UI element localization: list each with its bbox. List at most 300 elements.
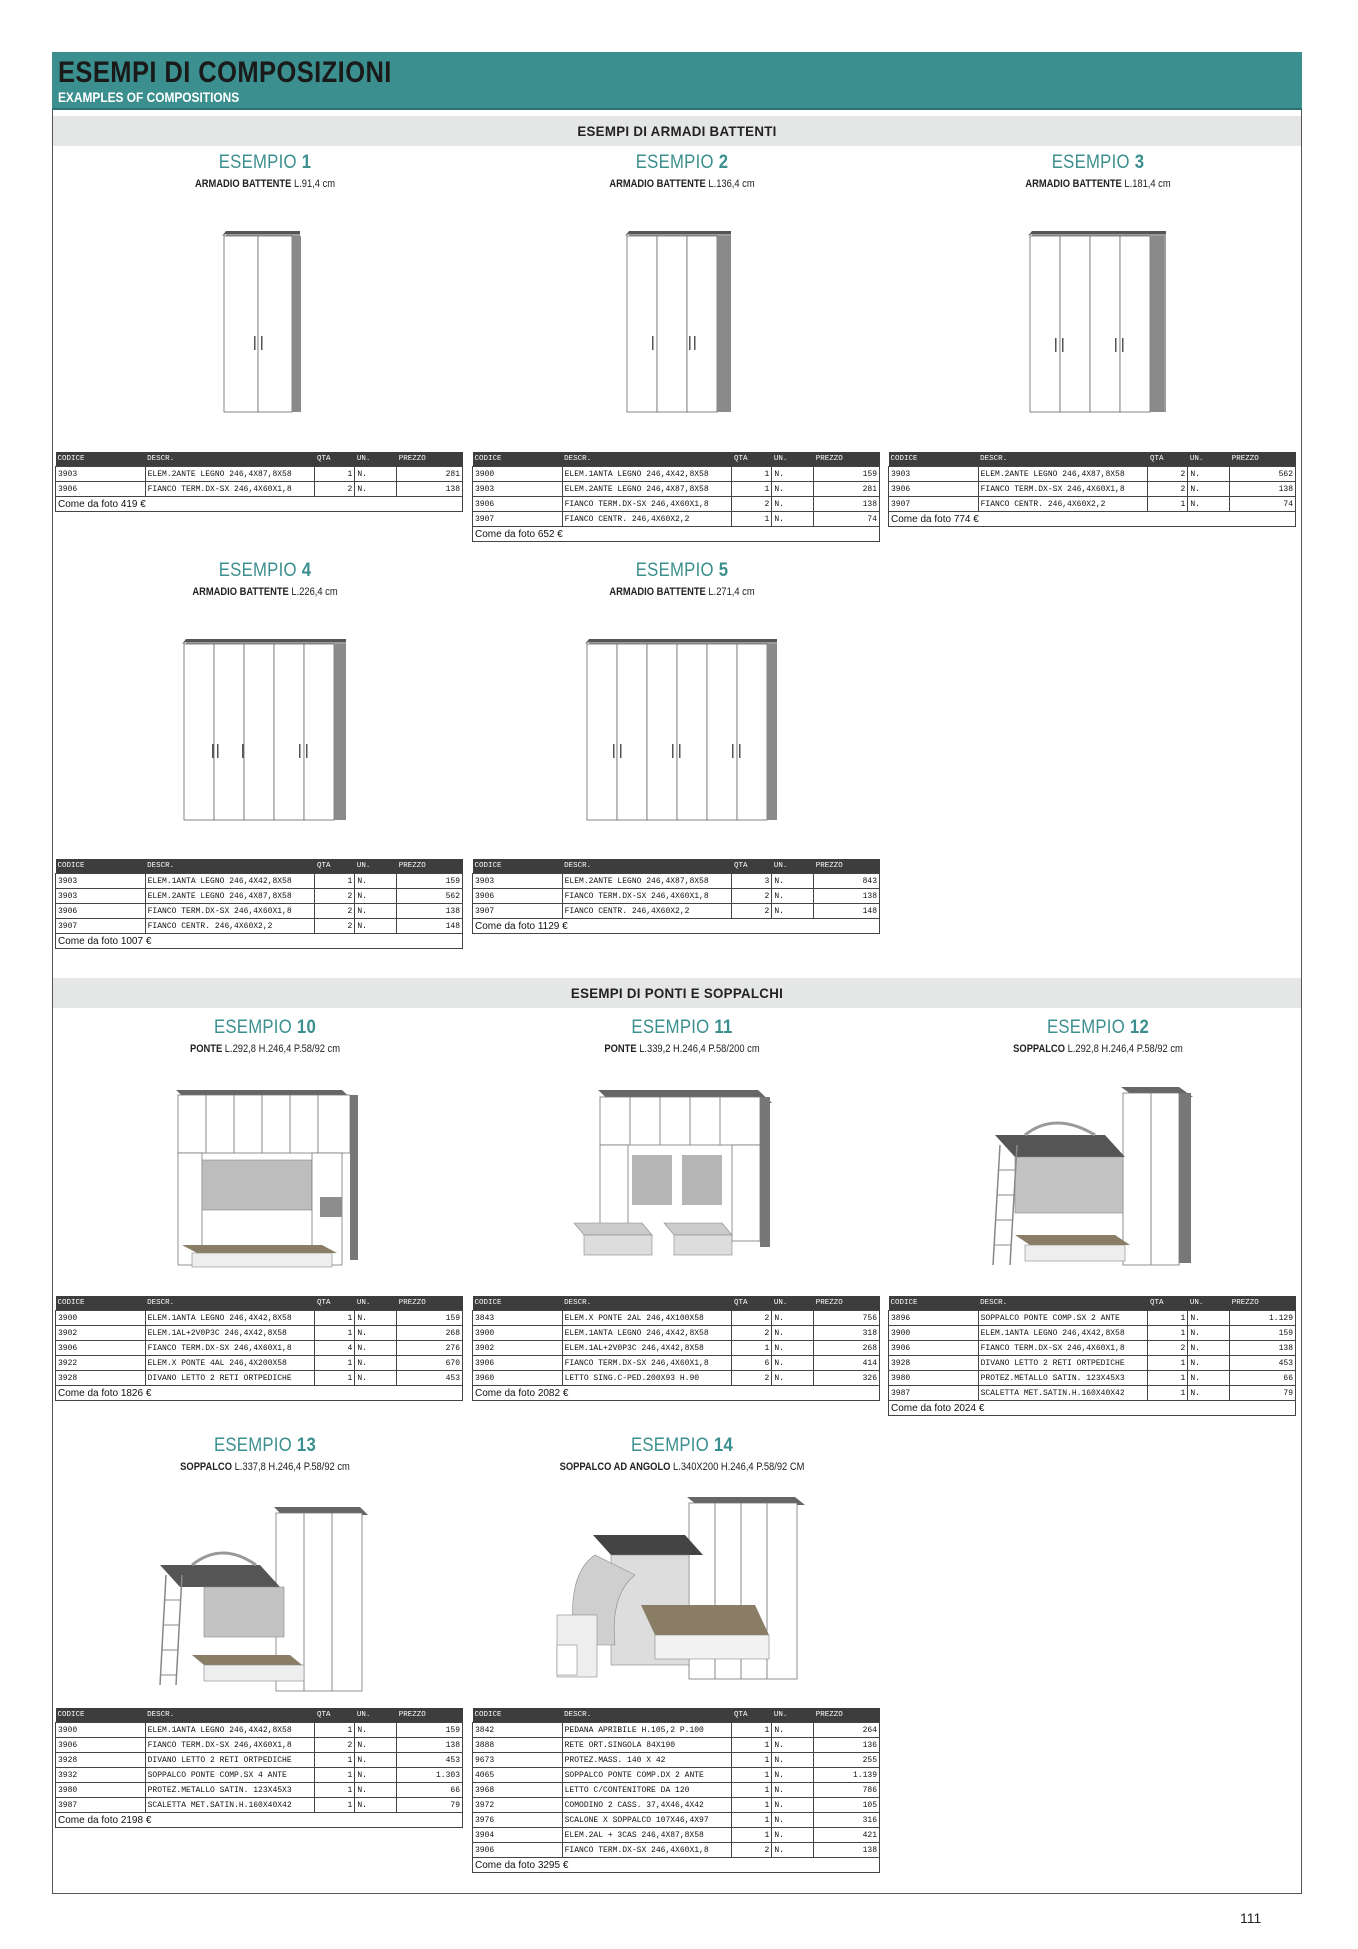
page-title: ESEMPI DI COMPOSIZIONI — [58, 56, 392, 89]
descr-cell: SOPPALCO PONTE COMP.DX 2 ANTE — [562, 1768, 732, 1783]
descr-cell: ELEM.2ANTE LEGNO 246,4X87,8X58 — [562, 482, 732, 497]
price-cell: 138 — [1230, 1341, 1296, 1356]
unit-cell: N. — [772, 1843, 814, 1858]
code-cell: 3906 — [56, 1341, 146, 1356]
price-cell: 138 — [814, 1843, 880, 1858]
qty-cell: 1 — [315, 467, 355, 482]
price-cell: 562 — [397, 889, 463, 904]
unit-cell: N. — [772, 1738, 814, 1753]
price-cell: 756 — [814, 1311, 880, 1326]
section-bar-wardrobes — [53, 116, 1301, 146]
price-cell: 421 — [814, 1828, 880, 1843]
descr-cell: PROTEZ.METALLO SATIN. 123X45X3 — [145, 1783, 315, 1798]
qty-cell: 1 — [1148, 1311, 1188, 1326]
qty-cell: 1 — [732, 1753, 772, 1768]
unit-cell: N. — [772, 1326, 814, 1341]
loft-illustration — [152, 1505, 372, 1695]
unit-cell: N. — [1188, 497, 1230, 512]
code-cell: 3960 — [473, 1371, 563, 1386]
unit-cell: N. — [772, 1356, 814, 1371]
table-row — [473, 1326, 880, 1341]
code-cell: 3903 — [56, 874, 146, 889]
price-cell: 268 — [397, 1326, 463, 1341]
descr-cell: ELEM.X PONTE 2AL 246,4X100X58 — [562, 1311, 732, 1326]
qty-cell: 2 — [1148, 482, 1188, 497]
descr-cell: PROTEZ.MASS. 140 X 42 — [562, 1753, 732, 1768]
descr-cell: FIANCO CENTR. 246,4X60X2,2 — [562, 904, 732, 919]
table-row — [56, 1371, 463, 1386]
qty-cell: 1 — [315, 1768, 355, 1783]
qty-cell: 1 — [1148, 1386, 1188, 1401]
unit-cell: N. — [772, 467, 814, 482]
table-row — [889, 1311, 1296, 1326]
price-cell: 414 — [814, 1356, 880, 1371]
qty-cell: 2 — [732, 1843, 772, 1858]
descr-cell: ELEM.1ANTA LEGNO 246,4X42,8X58 — [145, 1311, 315, 1326]
example-subtitle: ARMADIO BATTENTE L.136,4 cm — [609, 178, 755, 190]
code-cell: 3906 — [889, 1341, 979, 1356]
descr-cell: ELEM.2ANTE LEGNO 246,4X87,8X58 — [145, 467, 315, 482]
qty-cell: 1 — [1148, 497, 1188, 512]
section-title: ESEMPI DI ARMADI BATTENTI — [577, 123, 777, 139]
descr-cell: FIANCO TERM.DX-SX 246,4X60X1,8 — [145, 1738, 315, 1753]
section-bar-bridges — [53, 978, 1301, 1008]
descr-cell: ELEM.2ANTE LEGNO 246,4X87,8X58 — [978, 467, 1148, 482]
unit-cell: N. — [772, 1828, 814, 1843]
descr-cell: FIANCO TERM.DX-SX 246,4X60X1,8 — [978, 482, 1148, 497]
unit-cell: N. — [772, 874, 814, 889]
qty-cell: 1 — [315, 1371, 355, 1386]
descr-cell: ELEM.1ANTA LEGNO 246,4X42,8X58 — [978, 1326, 1148, 1341]
table-row — [889, 497, 1296, 512]
table-row — [56, 1311, 463, 1326]
price-cell: 1.303 — [397, 1768, 463, 1783]
code-cell: 3928 — [56, 1371, 146, 1386]
descr-cell: FIANCO CENTR. 246,4X60X2,2 — [978, 497, 1148, 512]
code-cell: 3896 — [889, 1311, 979, 1326]
descr-cell: COMODINO 2 CASS. 37,4X46,4X42 — [562, 1798, 732, 1813]
table-row — [56, 874, 463, 889]
descr-cell: ELEM.2ANTE LEGNO 246,4X87,8X58 — [562, 874, 732, 889]
total-price: Come da foto 2198 € — [56, 1813, 463, 1828]
descr-cell: FIANCO TERM.DX-SX 246,4X60X1,8 — [978, 1341, 1148, 1356]
price-cell: 255 — [814, 1753, 880, 1768]
descr-cell: SCALONE X SOPPALCO 107X46,4X97 — [562, 1813, 732, 1828]
descr-cell: FIANCO TERM.DX-SX 246,4X60X1,8 — [145, 1341, 315, 1356]
code-cell: 3903 — [889, 467, 979, 482]
unit-cell: N. — [1188, 1356, 1230, 1371]
descr-cell: ELEM.1AL+2V0P3C 246,4X42,8X58 — [145, 1326, 315, 1341]
table-row — [889, 482, 1296, 497]
qty-cell: 2 — [315, 482, 355, 497]
unit-cell: N. — [355, 1768, 397, 1783]
example-title: ESEMPIO 10 — [213, 1017, 317, 1038]
parts-table: CODICE DESCR. QTA UN. PREZZO 3843 ELEM.X PONTE 2AL 246,4X100X58 2 N. 756 3900 ELEM.1ANTA LEGNO 246,4X42,8X58 2 N. 318 3902 ELEM.1AL+2V0P3C 246,4X42,8X58 1 N. 268 3906 FIANCO TERM.DX-SX 246,4X60X1,8 6 N. 414 3960 LETTO SING.C-PED.200X93 H.90 2 N. 326 Come da foto 2082 € — [472, 1296, 880, 1401]
code-cell: 3903 — [56, 467, 146, 482]
price-cell: 148 — [397, 919, 463, 934]
table-row — [473, 1798, 880, 1813]
table-row — [889, 1341, 1296, 1356]
unit-cell: N. — [355, 482, 397, 497]
total-price: Come da foto 419 € — [56, 497, 463, 512]
table-row — [473, 889, 880, 904]
price-cell: 159 — [814, 467, 880, 482]
qty-cell: 2 — [315, 889, 355, 904]
code-cell: 3907 — [56, 919, 146, 934]
code-cell: 3987 — [56, 1798, 146, 1813]
price-cell: 318 — [814, 1326, 880, 1341]
code-cell: 4065 — [473, 1768, 563, 1783]
table-row — [56, 1326, 463, 1341]
qty-cell: 1 — [732, 512, 772, 527]
qty-cell: 2 — [732, 904, 772, 919]
code-cell: 3906 — [56, 904, 146, 919]
table-row — [473, 1843, 880, 1858]
price-cell: 453 — [397, 1753, 463, 1768]
qty-cell: 1 — [315, 1326, 355, 1341]
unit-cell: N. — [355, 1311, 397, 1326]
descr-cell: FIANCO TERM.DX-SX 246,4X60X1,8 — [145, 482, 315, 497]
price-cell: 159 — [1230, 1326, 1296, 1341]
total-price: Come da foto 1007 € — [56, 934, 463, 949]
unit-cell: N. — [355, 889, 397, 904]
table-row — [889, 467, 1296, 482]
descr-cell: SCALETTA MET.SATIN.H.160X40X42 — [978, 1386, 1148, 1401]
unit-cell: N. — [355, 1798, 397, 1813]
unit-cell: N. — [355, 919, 397, 934]
table-row — [56, 1783, 463, 1798]
unit-cell: N. — [1188, 1326, 1230, 1341]
price-cell: 453 — [1230, 1356, 1296, 1371]
table-row — [473, 1783, 880, 1798]
example-subtitle: SOPPALCO L.292,8 H.246,4 P.58/92 cm — [1013, 1043, 1183, 1055]
qty-cell: 1 — [732, 1768, 772, 1783]
corner-loft-illustration — [555, 1495, 811, 1695]
unit-cell: N. — [355, 1783, 397, 1798]
table-row — [56, 919, 463, 934]
price-cell: 138 — [397, 482, 463, 497]
unit-cell: N. — [355, 1326, 397, 1341]
qty-cell: 2 — [732, 497, 772, 512]
price-cell: 138 — [814, 889, 880, 904]
price-cell: 79 — [397, 1798, 463, 1813]
code-cell: 3900 — [56, 1311, 146, 1326]
table-row — [56, 904, 463, 919]
total-price: Come da foto 2082 € — [473, 1386, 880, 1401]
example-subtitle: PONTE L.339,2 H.246,4 P.58/200 cm — [604, 1043, 760, 1055]
descr-cell: FIANCO CENTR. 246,4X60X2,2 — [562, 512, 732, 527]
example-title: ESEMPIO 2 — [635, 152, 729, 173]
code-cell: 3907 — [473, 904, 563, 919]
code-cell: 3980 — [889, 1371, 979, 1386]
unit-cell: N. — [1188, 1311, 1230, 1326]
code-cell: 3922 — [56, 1356, 146, 1371]
table-row — [473, 1311, 880, 1326]
code-cell: 3987 — [889, 1386, 979, 1401]
price-cell: 74 — [814, 512, 880, 527]
unit-cell: N. — [355, 904, 397, 919]
unit-cell: N. — [1188, 1371, 1230, 1386]
table-row — [473, 1768, 880, 1783]
code-cell: 3906 — [473, 1356, 563, 1371]
descr-cell: FIANCO TERM.DX-SX 246,4X60X1,8 — [562, 497, 732, 512]
total-price: Come da foto 2024 € — [889, 1401, 1296, 1416]
code-cell: 3907 — [889, 497, 979, 512]
unit-cell: N. — [772, 1798, 814, 1813]
unit-cell: N. — [1188, 482, 1230, 497]
unit-cell: N. — [1188, 1341, 1230, 1356]
example-title: ESEMPIO 1 — [218, 152, 312, 173]
price-cell: 74 — [1230, 497, 1296, 512]
code-cell: 3928 — [889, 1356, 979, 1371]
qty-cell: 2 — [732, 1371, 772, 1386]
unit-cell: N. — [772, 1753, 814, 1768]
price-cell: 66 — [1230, 1371, 1296, 1386]
table-row — [473, 1371, 880, 1386]
qty-cell: 1 — [732, 482, 772, 497]
wardrobe-illustration — [625, 228, 733, 414]
code-cell: 3906 — [889, 482, 979, 497]
code-cell: 3902 — [56, 1326, 146, 1341]
code-cell: 3843 — [473, 1311, 563, 1326]
price-cell: 79 — [1230, 1386, 1296, 1401]
unit-cell: N. — [772, 512, 814, 527]
code-cell: 3904 — [473, 1828, 563, 1843]
example-subtitle: ARMADIO BATTENTE L.91,4 cm — [194, 178, 336, 190]
qty-cell: 6 — [732, 1356, 772, 1371]
qty-cell: 2 — [732, 889, 772, 904]
price-cell: 136 — [814, 1738, 880, 1753]
code-cell: 3902 — [473, 1341, 563, 1356]
table-row — [473, 1828, 880, 1843]
example-subtitle: ARMADIO BATTENTE L.226,4 cm — [192, 586, 338, 598]
qty-cell: 4 — [315, 1341, 355, 1356]
qty-cell: 2 — [315, 904, 355, 919]
qty-cell: 2 — [1148, 467, 1188, 482]
page-number: 111 — [1240, 1910, 1262, 1926]
code-cell: 3903 — [473, 874, 563, 889]
descr-cell: FIANCO TERM.DX-SX 246,4X60X1,8 — [562, 1843, 732, 1858]
code-cell: 3906 — [473, 1843, 563, 1858]
price-cell: 268 — [814, 1341, 880, 1356]
price-cell: 159 — [397, 1723, 463, 1738]
descr-cell: ELEM.2AL + 3CAS 246,4X87,8X58 — [562, 1828, 732, 1843]
price-cell: 138 — [814, 497, 880, 512]
total-price: Come da foto 652 € — [473, 527, 880, 542]
descr-cell: PROTEZ.METALLO SATIN. 123X45X3 — [978, 1371, 1148, 1386]
table-row — [56, 1341, 463, 1356]
wardrobe-illustration — [222, 228, 304, 414]
code-cell: 3906 — [473, 497, 563, 512]
section-title: ESEMPI DI PONTI E SOPPALCHI — [570, 985, 784, 1001]
descr-cell: ELEM.1ANTA LEGNO 246,4X42,8X58 — [145, 1723, 315, 1738]
table-row — [473, 482, 880, 497]
unit-cell: N. — [355, 1356, 397, 1371]
code-cell: 3980 — [56, 1783, 146, 1798]
parts-table: CODICE DESCR. QTA UN. PREZZO 3896 SOPPALCO PONTE COMP.SX 2 ANTE 1 N. 1.129 3900 ELEM.1ANTA LEGNO 246,4X42,8X58 1 N. 159 3906 FIANCO TERM.DX-SX 246,4X60X1,8 2 N. 138 3928 DIVANO LETTO 2 RETI ORTPEDICHE 1 N. 453 3980 PROTEZ.METALLO SATIN. 123X45X3 1 N. 66 3987 SCALETTA MET.SATIN.H.160X40X42 1 N. 79 Come da foto 2024 € — [888, 1296, 1296, 1416]
table-row — [473, 1723, 880, 1738]
unit-cell: N. — [772, 497, 814, 512]
table-row — [56, 1768, 463, 1783]
example-subtitle: PONTE L.292,8 H.246,4 P.58/92 cm — [189, 1043, 341, 1055]
price-cell: 316 — [814, 1813, 880, 1828]
qty-cell: 1 — [1148, 1326, 1188, 1341]
example-title: ESEMPIO 14 — [630, 1435, 734, 1456]
price-cell: 670 — [397, 1356, 463, 1371]
unit-cell: N. — [772, 1723, 814, 1738]
unit-cell: N. — [355, 1341, 397, 1356]
unit-cell: N. — [355, 1753, 397, 1768]
total-price: Come da foto 1129 € — [473, 919, 880, 934]
code-cell: 3976 — [473, 1813, 563, 1828]
unit-cell: N. — [355, 1738, 397, 1753]
price-cell: 281 — [397, 467, 463, 482]
qty-cell: 2 — [732, 1311, 772, 1326]
unit-cell: N. — [355, 874, 397, 889]
code-cell: 3888 — [473, 1738, 563, 1753]
unit-cell: N. — [772, 1783, 814, 1798]
table-row — [473, 1341, 880, 1356]
descr-cell: FIANCO TERM.DX-SX 246,4X60X1,8 — [562, 1356, 732, 1371]
parts-table: CODICE DESCR. QTA UN. PREZZO 3903 ELEM.2ANTE LEGNO 246,4X87,8X58 3 N. 843 3906 FIANCO TERM.DX-SX 246,4X60X1,8 2 N. 138 3907 FIANCO CENTR. 246,4X60X2,2 2 N. 148 Come da foto 1129 € — [472, 859, 880, 934]
table-row — [56, 889, 463, 904]
table-row — [56, 1356, 463, 1371]
price-cell: 159 — [397, 874, 463, 889]
table-row — [889, 1356, 1296, 1371]
bridge-illustration — [572, 1085, 792, 1275]
descr-cell: DIVANO LETTO 2 RETI ORTPEDICHE — [978, 1356, 1148, 1371]
price-cell: 138 — [397, 1738, 463, 1753]
page-subtitle: EXAMPLES OF COMPOSITIONS — [58, 89, 240, 105]
wardrobe-illustration — [182, 636, 348, 822]
parts-table: CODICE DESCR. QTA UN. PREZZO 3903 ELEM.1ANTA LEGNO 246,4X42,8X58 1 N. 159 3903 ELEM.2ANTE LEGNO 246,4X87,8X58 2 N. 562 3906 FIANCO TERM.DX-SX 246,4X60X1,8 2 N. 138 3907 FIANCO CENTR. 246,4X60X2,2 2 N. 148 Come da foto 1007 € — [55, 859, 463, 949]
descr-cell: RETE ORT.SINGOLA 84X190 — [562, 1738, 732, 1753]
example-subtitle: ARMADIO BATTENTE L.271,4 cm — [609, 586, 755, 598]
code-cell: 3900 — [889, 1326, 979, 1341]
unit-cell: N. — [355, 1723, 397, 1738]
header-bar — [52, 52, 1302, 110]
parts-table: CODICE DESCR. QTA UN. PREZZO 3900 ELEM.1ANTA LEGNO 246,4X42,8X58 1 N. 159 3906 FIANCO TERM.DX-SX 246,4X60X1,8 2 N. 138 3928 DIVANO LETTO 2 RETI ORTPEDICHE 1 N. 453 3932 SOPPALCO PONTE COMP.SX 4 ANTE 1 N. 1.303 3980 PROTEZ.METALLO SATIN. 123X45X3 1 N. 66 3987 SCALETTA MET.SATIN.H.160X40X42 1 N. 79 Come da foto 2198 € — [55, 1708, 463, 1828]
code-cell: 9673 — [473, 1753, 563, 1768]
example-title: ESEMPIO 12 — [1046, 1017, 1150, 1038]
unit-cell: N. — [772, 1371, 814, 1386]
price-cell: 453 — [397, 1371, 463, 1386]
qty-cell: 2 — [315, 919, 355, 934]
descr-cell: DIVANO LETTO 2 RETI ORTPEDICHE — [145, 1753, 315, 1768]
qty-cell: 1 — [732, 1738, 772, 1753]
table-row — [473, 1356, 880, 1371]
qty-cell: 1 — [732, 1798, 772, 1813]
total-price: Come da foto 3295 € — [473, 1858, 880, 1873]
parts-table: CODICE DESCR. QTA UN. PREZZO 3903 ELEM.2ANTE LEGNO 246,4X87,8X58 1 N. 281 3906 FIANCO TERM.DX-SX 246,4X60X1,8 2 N. 138 Come da foto 419 € — [55, 452, 463, 512]
table-row — [56, 1753, 463, 1768]
code-cell: 3903 — [473, 482, 563, 497]
descr-cell: ELEM.2ANTE LEGNO 246,4X87,8X58 — [145, 889, 315, 904]
table-row — [56, 1723, 463, 1738]
unit-cell: N. — [772, 904, 814, 919]
descr-cell: ELEM.1ANTA LEGNO 246,4X42,8X58 — [562, 1326, 732, 1341]
price-cell: 105 — [814, 1798, 880, 1813]
unit-cell: N. — [355, 467, 397, 482]
wardrobe-illustration — [585, 636, 779, 822]
loft-illustration — [985, 1085, 1195, 1275]
price-cell: 138 — [397, 904, 463, 919]
table-row — [889, 1371, 1296, 1386]
code-cell: 3968 — [473, 1783, 563, 1798]
parts-table: CODICE DESCR. QTA UN. PREZZO 3900 ELEM.1ANTA LEGNO 246,4X42,8X58 1 N. 159 3902 ELEM.1AL+2V0P3C 246,4X42,8X58 1 N. 268 3906 FIANCO TERM.DX-SX 246,4X60X1,8 4 N. 276 3922 ELEM.X PONTE 4AL 246,4X200X58 1 N. 670 3928 DIVANO LETTO 2 RETI ORTPEDICHE 1 N. 453 Come da foto 1826 € — [55, 1296, 463, 1401]
qty-cell: 1 — [732, 467, 772, 482]
table-row — [473, 497, 880, 512]
qty-cell: 1 — [315, 1311, 355, 1326]
descr-cell: FIANCO TERM.DX-SX 246,4X60X1,8 — [562, 889, 732, 904]
qty-cell: 1 — [1148, 1371, 1188, 1386]
parts-table: CODICE DESCR. QTA UN. PREZZO 3900 ELEM.1ANTA LEGNO 246,4X42,8X58 1 N. 159 3903 ELEM.2ANTE LEGNO 246,4X87,8X58 1 N. 281 3906 FIANCO TERM.DX-SX 246,4X60X1,8 2 N. 138 3907 FIANCO CENTR. 246,4X60X2,2 1 N. 74 Come da foto 652 € — [472, 452, 880, 542]
descr-cell: LETTO SING.C-PED.200X93 H.90 — [562, 1371, 732, 1386]
unit-cell: N. — [772, 1341, 814, 1356]
descr-cell: ELEM.1ANTA LEGNO 246,4X42,8X58 — [562, 467, 732, 482]
code-cell: 3900 — [56, 1723, 146, 1738]
code-cell: 3900 — [473, 1326, 563, 1341]
price-cell: 1.129 — [1230, 1311, 1296, 1326]
qty-cell: 1 — [732, 1828, 772, 1843]
example-title: ESEMPIO 4 — [218, 560, 312, 581]
price-cell: 159 — [397, 1311, 463, 1326]
unit-cell: N. — [772, 482, 814, 497]
descr-cell: ELEM.X PONTE 4AL 246,4X200X58 — [145, 1356, 315, 1371]
code-cell: 3928 — [56, 1753, 146, 1768]
qty-cell: 3 — [732, 874, 772, 889]
table-row — [56, 482, 463, 497]
table-row — [473, 874, 880, 889]
price-cell: 264 — [814, 1723, 880, 1738]
parts-table: CODICE DESCR. QTA UN. PREZZO 3842 PEDANA APRIBILE H.105,2 P.100 1 N. 264 3888 RETE ORT.SINGOLA 84X190 1 N. 136 9673 PROTEZ.MASS. 140 X 42 1 N. 255 4065 SOPPALCO PONTE COMP.DX 2 ANTE 1 N. 1.139 3968 LETTO C/CONTENITORE DA 120 1 N. 786 3972 COMODINO 2 CASS. 37,4X46,4X42 1 N. 105 3976 SCALONE X SOPPALCO 107X46,4X97 1 N. 316 3904 ELEM.2AL + 3CAS 246,4X87,8X58 1 N. 421 3906 FIANCO TERM.DX-SX 246,4X60X1,8 2 N. 138 Come da foto 3295 € — [472, 1708, 880, 1873]
descr-cell: SOPPALCO PONTE COMP.SX 4 ANTE — [145, 1768, 315, 1783]
price-cell: 138 — [1230, 482, 1296, 497]
descr-cell: SOPPALCO PONTE COMP.SX 2 ANTE — [978, 1311, 1148, 1326]
unit-cell: N. — [772, 889, 814, 904]
code-cell: 3900 — [473, 467, 563, 482]
code-cell: 3906 — [56, 1738, 146, 1753]
example-title: ESEMPIO 3 — [1051, 152, 1145, 173]
total-price: Come da foto 774 € — [889, 512, 1296, 527]
price-cell: 326 — [814, 1371, 880, 1386]
wardrobe-illustration — [1028, 228, 1168, 414]
table-row — [473, 1738, 880, 1753]
descr-cell: ELEM.1AL+2V0P3C 246,4X42,8X58 — [562, 1341, 732, 1356]
total-price: Come da foto 1826 € — [56, 1386, 463, 1401]
descr-cell: DIVANO LETTO 2 RETI ORTPEDICHE — [145, 1371, 315, 1386]
table-row — [473, 512, 880, 527]
qty-cell: 2 — [732, 1326, 772, 1341]
table-row — [473, 904, 880, 919]
descr-cell: SCALETTA MET.SATIN.H.160X40X42 — [145, 1798, 315, 1813]
qty-cell: 1 — [732, 1341, 772, 1356]
table-row — [473, 1753, 880, 1768]
price-cell: 66 — [397, 1783, 463, 1798]
unit-cell: N. — [1188, 1386, 1230, 1401]
table-row — [889, 1326, 1296, 1341]
price-cell: 281 — [814, 482, 880, 497]
price-cell: 843 — [814, 874, 880, 889]
qty-cell: 1 — [315, 1723, 355, 1738]
qty-cell: 1 — [315, 874, 355, 889]
example-title: ESEMPIO 13 — [213, 1435, 317, 1456]
descr-cell: PEDANA APRIBILE H.105,2 P.100 — [562, 1723, 732, 1738]
table-row — [473, 467, 880, 482]
table-row — [56, 1738, 463, 1753]
code-cell: 3906 — [56, 482, 146, 497]
price-cell: 1.139 — [814, 1768, 880, 1783]
